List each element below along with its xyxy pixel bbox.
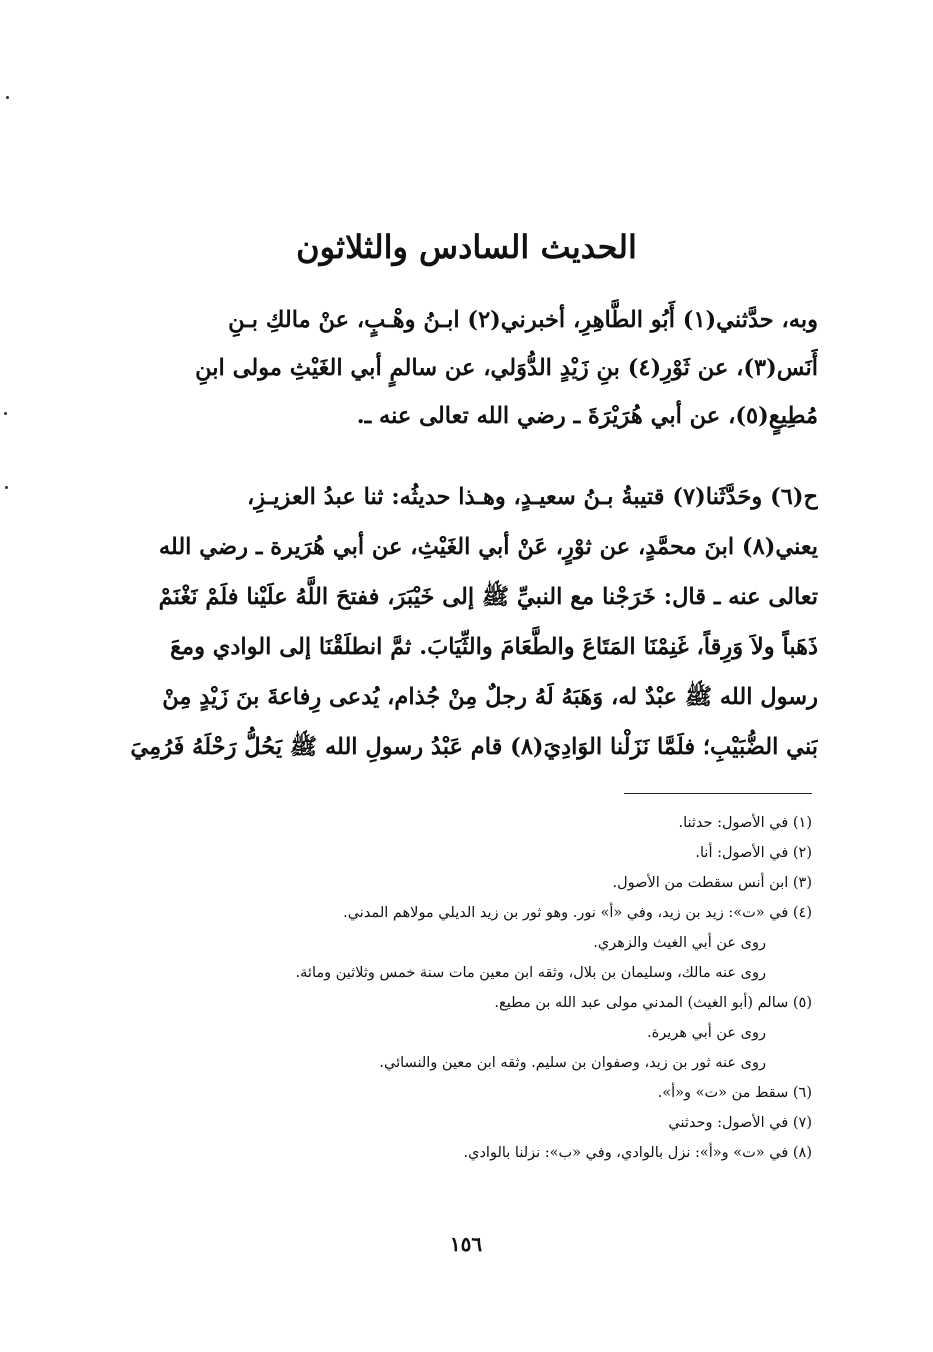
text-line: ح(٦) وحَدَّثَنا(٧) قتيبةُ بـنُ سعيـدٍ، وهـذا حديثُه: ثنا عبدُ العزيـزِ، — [247, 484, 818, 510]
text-line: يعني(٨) ابنَ محمَّدٍ، عن ثوْرٍ، عَنْ أبي الغَيْثِ، عن أبي هُرَيرة ـ رضي الله — [158, 534, 818, 560]
text-line: مُطِيعٍ(٥)، عن أبي هُرَيْرَةَ ـ رضي الله تعالى عنه ـ. — [356, 403, 818, 429]
isnad-paragraph — [96, 296, 818, 440]
text-line: وبه، حدَّثني(١) أَبُو الطَّاهِرِ، أخبرني(٢) ابـنُ وهْـبٍ، عنْ مالكِ بـنِ — [228, 307, 818, 333]
text-line: رسول الله ﷺ عبْدٌ له، وَهَبَهُ لَهُ رجلٌ مِنْ جُذام، يُدعى رِفاعةَ بنَ زَيْدٍ مِنْ — [162, 684, 818, 710]
footnote: (١) في الأصول: حدثنا. — [678, 815, 812, 831]
footnote: (٢) في الأصول: أنا. — [695, 845, 812, 861]
footnote: (٣) ابن أنس سقطت من الأصول. — [612, 875, 812, 891]
footnote: (٧) في الأصول: وحدثني — [668, 1115, 812, 1131]
hadith-title: الحديث السادس والثلاثون — [296, 228, 637, 266]
footnote-separator — [624, 793, 812, 794]
footnote: روى عن أبي الغيث والزهري. — [593, 935, 766, 951]
footnotes-list — [170, 808, 812, 1168]
scan-speck — [6, 96, 9, 99]
footnote: (٦) سقط من «ت» و«أ». — [657, 1085, 812, 1101]
footnote: روى عن أبي هريرة. — [647, 1025, 766, 1041]
footnote: (٤) في «ت»: زيد بن زيد، وفي «أ» نور. وهو ثور بن زيد الديلي مولاهم المدني. — [343, 905, 812, 921]
text-line: بَني الضُّبَيْبِ؛ فلَمَّا نَزَلْنا الوَادِيَ(٨) قام عَبْدُ رسولِ الله ﷺ يَحُلُّ رَحْلَهُ فَرُمِيَ — [130, 734, 818, 760]
scan-speck — [5, 486, 8, 489]
scan-speck — [4, 412, 7, 415]
text-line: ذَهَباً ولاَ وَرِقاً، غَنِمْنَا المَتَاعَ والطَّعَامَ والثِّيَابَ. ثمَّ انطلَقْنَا إلى الوادي ومعَ — [170, 634, 818, 660]
footnote: (٨) في «ت» و«أ»: نزل بالوادي، وفي «ب»: نزلنا بالوادي. — [463, 1145, 812, 1161]
text-line: أَنَس(٣)، عن ثَوْرِ(٤) بنِ زَيْدٍ الدُّوَلي، عن سالمٍ أبي الغَيْثِ مولى ابنِ — [195, 355, 818, 381]
footnote: (٥) سالم (أبو الغيث) المدني مولى عبد الله بن مطيع. — [494, 995, 812, 1011]
footnote: روى عنه مالك، وسليمان بن بلال، وثقه ابن معين مات سنة خمس وثلاثين ومائة. — [295, 965, 766, 981]
hadith-body-paragraph — [96, 472, 818, 772]
text-line: تعالى عنه ـ قال: خَرَجْنا مع النبيِّ ﷺ إلى خَيْبَرَ، ففتحَ اللَّهُ علَيْنا فلَمْ نَغْنَمْ — [158, 584, 818, 610]
page-number: ١٥٦ — [449, 1232, 483, 1256]
footnote: روى عنه ثور بن زيد، وصفوان بن سليم. وثقه ابن معين والنسائي. — [379, 1055, 766, 1071]
